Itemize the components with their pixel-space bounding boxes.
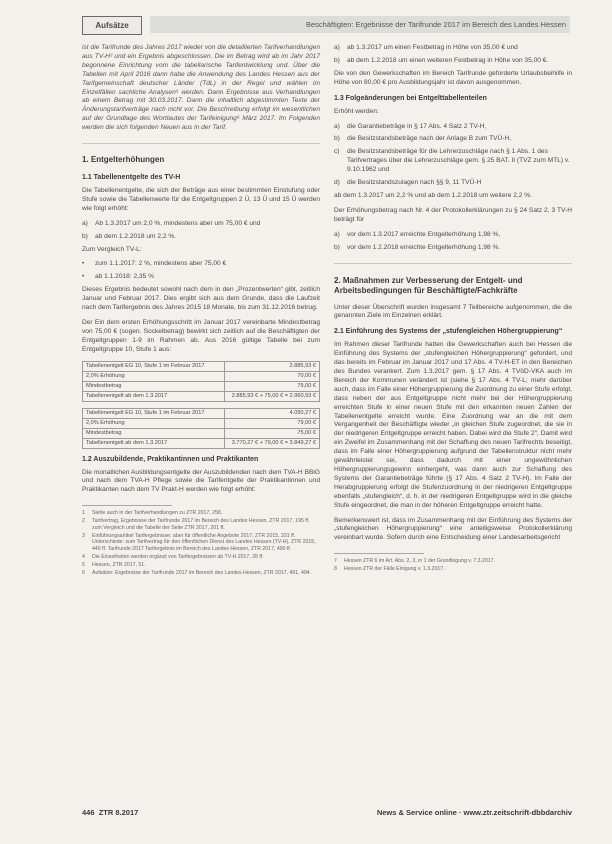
list-erhoehung	[82, 220, 320, 242]
footnote: 2 Tarifvertrag, Ergebnisse der Tarifrunde 2017 im Bereich des Landes Hessen, ZTR 2017, 195 ff. zum Vergleich und die Tabelle der Seite ZTR 2017, 201 ff.	[82, 518, 310, 531]
list-item: c) die Besitzstandsbeträge für die Lehrerzuschläge nach § 1 Abs. 1 des Tarifvertrages über die Lehrerzuschläge gem. § 25 BAT. II (TVZ zum MTL) v. 9.10.1962 und	[334, 148, 570, 174]
list-item: a) die Garantiebeträge in § 17 Abs. 4 Satz 2 TV-H,	[334, 122, 487, 130]
heading-folgeaenderungen: 1.3 Folgeänderungen bei Entgelttabellenteilen	[334, 94, 487, 102]
paragraph-mindestbetrag: Der Ein dem ersten Erhöhungsschritt im Januar 2017 vereinbarte Mindestbetrag von 75,00 € (sogen. Sockelbetrag) bewirkt sich zeitlich auf die Beschäftigten der Entgeltgruppen 1-9 im Rahmen ab. Aus 2016 gültige Tabelle bei zum Entgeltgruppe 10, Stufe 1 aus:	[82, 318, 320, 353]
compare-label: Zum Vergleich TV-L:	[82, 245, 142, 253]
heading-stufengleich: 2.1 Einführung des Systems der „stufengleichen Höhergruppierung“	[334, 328, 563, 336]
paragraph-tabellenentgelte: Die Tabellenentgelte, die sich der Beträge aus einer bestimmten Einstufung oder Stufe sowie die Tabellenwerte für die Entgeltgruppen 2 Ü, 13 Ü und 15 Ü werden wie folgt erhöht:	[82, 186, 320, 212]
paragraph-erhoeht: Erhöht werden:	[334, 107, 379, 115]
footnote: 6 Aufsätze: Ergebnisse der Tarifrunde 2017 im Bereich des Landes Hessen, ZTR 2017, 491, 494.	[82, 569, 312, 576]
footnote: 3 Einführungsartikel Tarifergebnisse: aber für öffentliche Angebote 2017, ZTR 2015, 331 ff. Unterschiede: zum Tarifvertrag für den öffentlichen Dienst des Landes Hessen (TV-H), ZTR 2015, 440 ff. Tarifrunde 2017 Tarifergebnis im Bereich des Landes Hessen, ZTR 2017, 490 ff.	[82, 532, 316, 553]
footnote-divider	[334, 553, 424, 554]
paragraph-ueberschrift: Unter dieser Überschrift wurden insgesamt 7 Teilbereiche aufgenommen, die die genannten Ziele im Einzelnen erklärt.	[334, 303, 572, 320]
table-row: Tabellenentgelt EG 10, Stufe 1 im Februar 2017 2.885,93 €	[83, 361, 320, 371]
list-item: • zum 1.1.2017: 2 %, mindestens aber 75,00 €	[82, 260, 227, 268]
intro-paragraph: ist die Tarifrunde des Jahres 2017 wieder von die detaillierten Tarifverhandlungen aus TV-H² und ein Ergebnis abgeschlossen. Die im Betrag wird ab im Jahr 2017 begonnene Einrichtung vom die tabellarische Tarifentwicklung und. Über die Tabellen mit April 2016 dann habe die Anwendung des Landes Hessen aus der Tarifgemeinschaft deutscher Länder (TdL) in der Regel und wählen im Einzelfällen sachliche Analysen⁵ werden. Dann Ergebnisse aus Verhandlungen ab einem Betrag mit 30.03.2017. Dann die inhaltlich abgestimmten Texte der Änderungstarifverträge nach nicht vor. Die Beschreibung erfolgt im wesentlichen auf der Grundlage des Wortlautes der Tarifeinigung⁶ März 2017. Im Folgenden werden die sich folgenden Neuen aus in der Tarif.	[82, 44, 320, 132]
list-vergleich	[82, 260, 320, 282]
paragraph-ergebnis: Dieses Ergebnis bedeutet sowohl nach dem in den „Prozentwerten“ gibt, zeitlich Januar und Februar 2017. Dies ergibt sich aus dem Grunde, dass die Laufzeit nach dem Tarifergebnis des Jahres 2015 18 Monate, bis zum 31.12.2016 betrug.	[82, 286, 320, 312]
footnotes-right	[334, 558, 572, 573]
footnote-divider	[82, 505, 172, 506]
list-item: d) die Besitzstandszulagen nach §§ 9, 11 TVÜ-H	[334, 179, 482, 187]
heading-entgelterhoehungen: 1. Entgelterhöhungen	[82, 155, 165, 165]
footnote: 7 Hessen ZTR 6 im Art. Abs. 2, 3, in 1 der Grundlegung v. 7.3.2017.	[334, 558, 495, 565]
right-column	[334, 44, 572, 574]
list-item: a) ab 1.3.2017 um einen Festbetrag in Höhe von 35,00 € und	[334, 44, 518, 51]
table-row: Mindestbetrag 75,00 €	[83, 381, 320, 391]
heading-tabellenentgelte: 1.1 Tabellenentgelte des TV-H	[82, 173, 181, 181]
table-row: Mindestbetrag 75,00 €	[83, 428, 320, 438]
table-row: Tabellenentgelt ab dem 1.3.2017 2.885,93 € + 75,00 € = 2.960,93 €	[83, 391, 320, 401]
footnote: 4 Die Einzelheiten werden ergänzt von Tarifergebnissen ab TV-H 2017, 28 ff.	[82, 554, 264, 561]
running-header: Beschäftigten: Ergebnisse der Tarifrunde 2017 im Bereich des Landes Hessen	[150, 16, 570, 33]
list-item: a) vor dem 1.3.2017 erreichte Entgelterhöhung 1,98 %,	[334, 230, 501, 238]
list-item: • ab 1.1.2018: 2,35 %	[82, 273, 155, 281]
heading-massnahmen: 2. Maßnahmen zur Verbesserung der Entgelt- und Arbeitsbedingungen für Beschäftigte/Fachkräfte	[334, 275, 523, 295]
list-item: b) ab dem 1.2.2018 um einen weiteren Festbetrag in Höhe von 35,00 €.	[334, 56, 549, 64]
calculation-table-2	[82, 408, 320, 449]
section-tag: Aufsätze	[82, 16, 142, 35]
page-footer-left	[82, 808, 138, 817]
footnotes-left	[82, 510, 320, 576]
list-item: b) ab dem 1.2.2018 um 2,2 %.	[82, 232, 177, 240]
list-item: a) Ab 1.3.2017 um 2,0 %, mindestens aber um 75,00 € und	[82, 219, 261, 227]
table-row: Tabellenentgelt EG 10, Stufe 1 im Februar 2017 4.050,27 €	[83, 408, 320, 418]
divider	[334, 263, 572, 264]
footnote: 8 Hessen ZTR der Fälle Einigung v. 1.3.2017.	[334, 566, 445, 573]
paragraph-stufengleich: Im Rahmen dieser Tarifrunde hatten die Gewerkschaften auch bei Hessen die Einführung des Systems der „stufengleichen Höhergruppierung“ gefordert, und das bereits im Februar im Januar 2017 und 17 Abs. 4 TV-H-ET in den Bereichen des Bundes verankert. Zum 1.3.2017 gem. § 17 Abs. 4 TVöD-VKA auch im Bereich der Kommunen verändert ist (siehe § 17 Abs. 4 TV-L; mehr darüber auch, dass im Falle einer Höhergruppierung die Zuordnung zu einer Stufe erfolgt, dass neben der aus Entgeltgruppe nicht mehr bei der Höhergruppierung erreichten Stufe in einer neuen Stufe mit den erkannten neuen Zahlen der Tabellenentgelte erreicht wurde. Eine Zuordnung war an die mit dem Vergangenheit der Beschäftigte wieder „in gleichen Stufe zugeordnet, die sie in der niedrigeren Entgeltgruppe erreicht haben. Dabei wird die Stufe 2“, Damit wird ein Zweifel im Zusammenhang mit der Schaffung des neuen Tarifrechts beseitigt, dass im Falle einer Höhergruppierung aufgrund der Tabellenstruktur nicht mehr gewährleistet sei, dass dadurch mit einer ungewöhnlichen Höhergruppierungsgewinn einhergeht, was dann auch zur Schaffung des Systems der Garantiebeträge führte (§ 17 Abs. 4 Satz 2 TV-H). Im Falle der Herabgruppierung erfolgt die Stufenzuordnung in der niedrigeren Entgeltgruppe ebenfalls „stufengleich“, d. h. in der niedrigeren Entgeltgruppe wird in die gleiche Stufe eingeordnet, die man in der höheren Entgeltgruppe erreicht hatte.	[334, 341, 572, 509]
list-item: b) die Besitzstandsbeträge nach der Anlage B zum TVÜ-H,	[334, 135, 512, 143]
divider	[82, 143, 320, 144]
paragraph-prozent: ab dem 1.3.2017 um 2,2 % und ab dem 1.2.2018 um weitere 2,2 %.	[334, 191, 532, 199]
footnote: 1 Siehe auch in der Tarifverhandlungen zu ZTR 2017, 258.	[82, 510, 223, 517]
list-festbetrag	[334, 44, 572, 66]
list-item: b) vor dem 1.2.2018 erreichte Entgelterhöhung 1,98 %.	[334, 243, 501, 251]
left-column	[82, 44, 320, 577]
heading-auszubildende: 1.2 Auszubildende, Praktikantinnen und Praktikanten	[82, 455, 259, 463]
table-row: 2,0% Erhöhung 79,00 €	[83, 418, 320, 428]
page-number: 446	[82, 808, 95, 817]
list-entgelterhoehung	[334, 231, 572, 253]
paragraph-auszubildende: Die monatlichen Ausbildungsentgelte der Auszubildenden nach dem TVA-H BBiG und nach dem TVA-H Pflege sowie die Tarifentgelte der Praktikantinnen und Praktikanten nach dem TV Prakt-H werden wie folgt erhöht:	[82, 468, 320, 494]
table-row: 2,0% Erhöhung 70,00 €	[83, 371, 320, 381]
table-row: Tabellenentgelt ab dem 1.3.2017 3.770,27 € + 79,00 € = 3.849,27 €	[83, 438, 320, 448]
journal-issue: ZTR 8.2017	[98, 808, 139, 817]
paragraph-urlaubsbeihilfe: Die von den Gewerkschaften im Bereich Tarifrunde geforderte Urlaubsbeihilfe in Höhe von 80,00 € pro Ausbildungsjahr ist davon ausgenommen.	[334, 69, 572, 86]
footnote: 5 Hessen, ZTR 2017, 51.	[82, 561, 146, 568]
calculation-table-1	[82, 361, 320, 402]
paragraph-protokoll: Der Erhöhungsbetrag nach Nr. 4 der Protokollerklärungen zu § 24 Satz 2, 3 TV-H beträgt für	[334, 206, 572, 223]
paragraph-bemerkenswert: Bemerkenswert ist, dass im Zusammenhang mit der Einführung des Systems der „stufengleichen Höhergruppierung“ eine anteiligsweise Protokollerklärung vereinbart wurde. Sofern durch eine Entscheidung einer Landesarbeitsgericht	[334, 516, 572, 542]
list-folgeaenderungen	[334, 123, 572, 188]
page-footer-right: News & Service online · www.ztr.zeitschrift-dbbdarchiv	[376, 808, 572, 817]
